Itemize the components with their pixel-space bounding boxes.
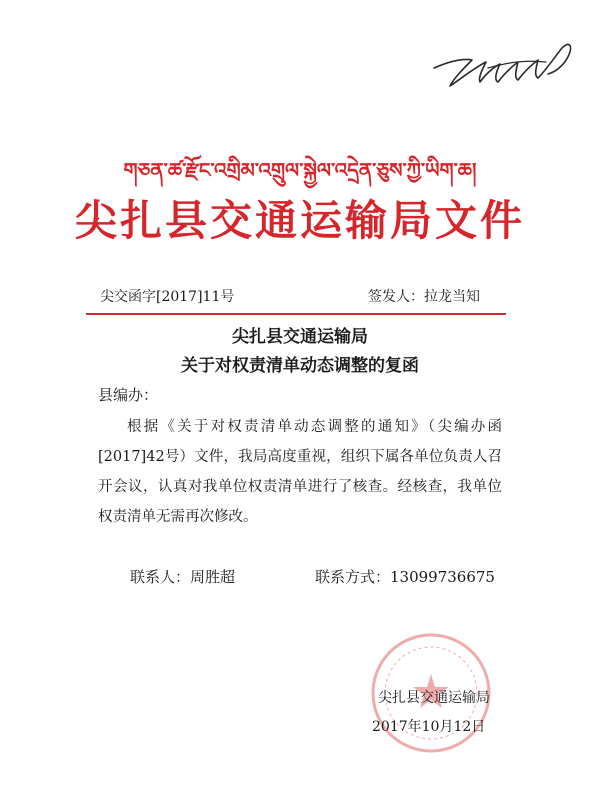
subject-title: 关于对权责清单动态调整的复函 (181, 356, 419, 376)
organization-title: 尖扎县交通运输局 (232, 327, 368, 347)
contact-phone: 联系方式：13099736675 (315, 568, 495, 586)
handwritten-signature-icon (428, 38, 578, 100)
red-divider-line (86, 313, 506, 315)
contact-person: 联系人：周胜超 (130, 568, 236, 586)
tibetan-title: གཅན་ཚ་རྫོང་འགྲིམ་འགྲུལ་སྐྱེལ་འདྲེན་ཅུས་ཀྱི་ཡིག་ཆ། (123, 158, 477, 182)
issuer: 签发人：拉龙当知 (368, 289, 480, 305)
document-title: 尖扎县交通运输局文件 (74, 196, 525, 245)
signing-date: 2017年10月12日 (372, 719, 486, 735)
body-paragraph: 根据《关于对权责清单动态调整的通知》（尖编办函[2017]42号）文件，我局高度重视，组织下属各单位负责人召开会议，认真对我单位权责清单进行了核查。经核查，我单位权责清单无需再次修改。 (98, 419, 502, 525)
signing-organization: 尖扎县交通运输局 (378, 690, 490, 706)
document-number: 尖交函字[2017]11号 (100, 289, 235, 305)
salutation: 县编办： (98, 386, 159, 404)
